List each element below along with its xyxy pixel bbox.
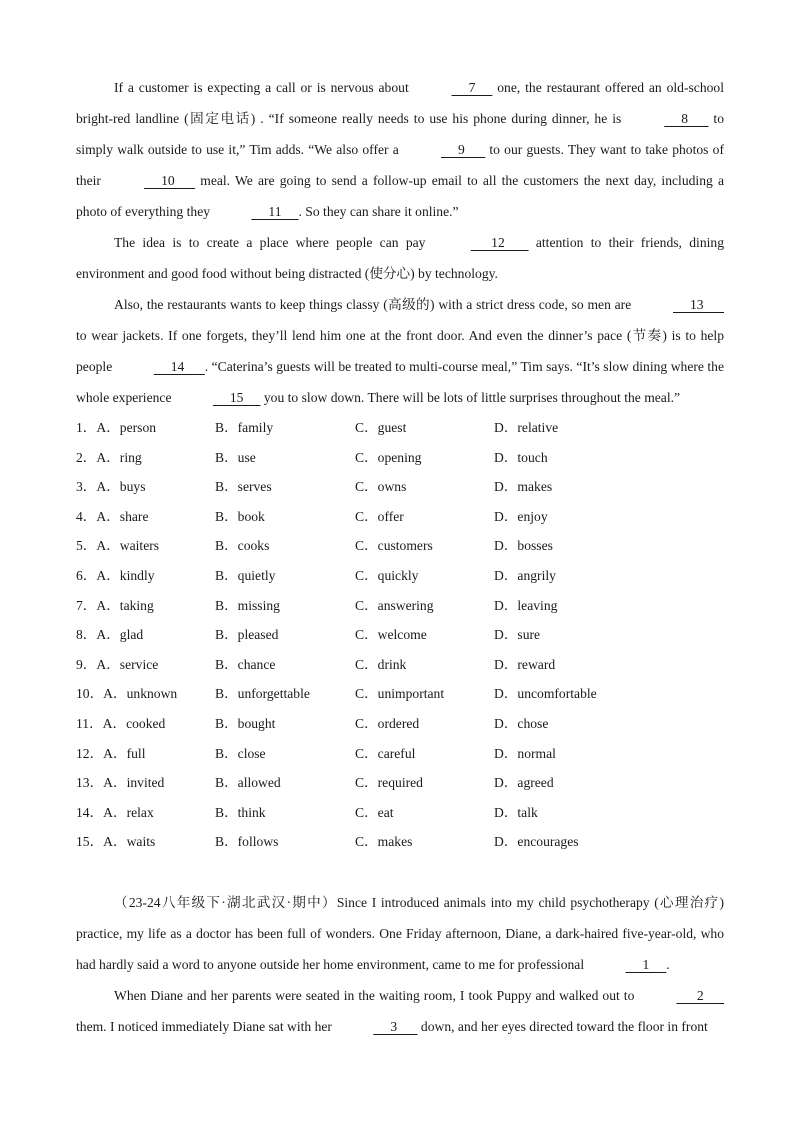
option-row bbox=[76, 679, 724, 709]
option-row bbox=[76, 561, 724, 591]
option-choice: C．ordered bbox=[355, 715, 420, 731]
option-choice: C．guest bbox=[355, 420, 407, 435]
option-row bbox=[76, 768, 724, 798]
option-choice: B．use bbox=[215, 449, 256, 465]
answer-blank: 2 bbox=[676, 987, 724, 1003]
option-choice: B．pleased bbox=[215, 627, 279, 643]
option-choice: D．enjoy bbox=[494, 508, 548, 524]
option-choice: C．drink bbox=[355, 656, 407, 672]
option-choice: C．answering bbox=[355, 597, 434, 613]
option-row bbox=[76, 472, 724, 502]
option-choice: B．chance bbox=[215, 656, 276, 672]
paragraph-text: When Diane and her parents were seated in the waiting room, I took Puppy and walked out to bbox=[114, 987, 639, 1003]
option-choice: D．encourages bbox=[494, 834, 579, 850]
paragraph-text: attention to their friends, dining environment and good food without being distracted (使分心) by technology. bbox=[76, 235, 724, 281]
option-choice: C．quickly bbox=[355, 567, 419, 583]
option-choice: C．unimportant bbox=[355, 686, 445, 702]
option-choice: D．bosses bbox=[494, 538, 553, 554]
paragraph-text: one, the restaurant offered an old-school bright-red landline (固定电话) . “If someone really needs to use his phone during dinner, he is bbox=[76, 80, 724, 126]
option-choice: D．uncomfortable bbox=[494, 686, 597, 702]
worksheet-page bbox=[76, 72, 724, 1042]
option-choice: 5．A．waiters bbox=[76, 538, 160, 554]
option-choice: D．sure bbox=[494, 627, 541, 643]
option-choice: C．careful bbox=[355, 745, 416, 761]
option-row bbox=[76, 798, 724, 828]
option-choice: 12．A．full bbox=[76, 745, 146, 761]
paragraph-text: meal. We are going to send a follow-up email to all the customers the next day, including a photo of everything they bbox=[76, 173, 724, 219]
answer-options bbox=[76, 413, 724, 857]
option-choice: B．unforgettable bbox=[215, 686, 310, 702]
option-row bbox=[76, 591, 724, 621]
option-choice: D．reward bbox=[494, 656, 556, 672]
option-choice: D．angrily bbox=[494, 567, 556, 583]
answer-blank: 7 bbox=[451, 80, 493, 95]
option-row bbox=[76, 827, 724, 857]
option-choice: C．welcome bbox=[355, 627, 427, 643]
paragraph-text: If a customer is expecting a call or is nervous about bbox=[114, 80, 414, 95]
cloze-passage-2 bbox=[76, 887, 724, 1042]
paragraph-text: to our guests. They want to take photos of their bbox=[76, 142, 724, 188]
option-row bbox=[76, 620, 724, 650]
option-choice: C．required bbox=[355, 775, 423, 791]
option-choice: D．agreed bbox=[494, 775, 554, 791]
answer-blank: 3 bbox=[373, 1018, 418, 1034]
option-choice: B．serves bbox=[215, 479, 272, 495]
option-choice: C．makes bbox=[355, 834, 413, 850]
paragraph bbox=[76, 980, 724, 1042]
option-choice: D．relative bbox=[494, 420, 559, 435]
answer-blank: 12 bbox=[470, 235, 529, 250]
option-choice: B．book bbox=[215, 508, 265, 524]
option-choice: C．customers bbox=[355, 538, 433, 554]
option-choice: B．follows bbox=[215, 834, 279, 850]
option-choice: C．opening bbox=[355, 449, 422, 465]
option-choice: B．family bbox=[215, 420, 274, 435]
option-choice: 15．A．waits bbox=[76, 834, 156, 850]
option-row bbox=[76, 650, 724, 680]
option-choice: B．quietly bbox=[215, 567, 276, 583]
option-choice: 1．A．person bbox=[76, 420, 157, 435]
paragraph bbox=[76, 289, 724, 413]
paragraph-text: . bbox=[666, 956, 670, 972]
option-choice: 10．A．unknown bbox=[76, 686, 178, 702]
section-spacer bbox=[76, 857, 724, 887]
option-choice: 9．A．service bbox=[76, 656, 159, 672]
cloze-passage-1 bbox=[76, 72, 724, 413]
paragraph-text: （23-24八年级下·湖北武汉·期中）Since I introduced animals into my child psychotherapy (心理治疗) practice, my life as a doctor has been full of wonders. One Friday afternoon, Diane, a dark-haired five-year-old, who had hardly said a word to anyone outside her home environment, came to me for professional bbox=[76, 894, 724, 972]
paragraph-text: The idea is to create a place where people can pay bbox=[114, 235, 433, 250]
answer-blank: 8 bbox=[664, 111, 709, 126]
option-row bbox=[76, 739, 724, 769]
option-choice: C．eat bbox=[355, 804, 394, 820]
paragraph bbox=[76, 227, 724, 289]
paragraph-text: you to slow down. There will be lots of little surprises throughout the meal.” bbox=[260, 390, 681, 405]
option-choice: 7．A．taking bbox=[76, 597, 154, 613]
option-choice: 2．A．ring bbox=[76, 449, 142, 465]
option-choice: B．missing bbox=[215, 597, 280, 613]
paragraph-text: . So they can share it online.” bbox=[298, 204, 459, 219]
option-choice: D．touch bbox=[494, 449, 548, 465]
option-row bbox=[76, 443, 724, 473]
answer-blank: 11 bbox=[251, 204, 299, 219]
paragraph bbox=[76, 72, 724, 227]
option-choice: D．leaving bbox=[494, 597, 558, 613]
answer-blank: 15 bbox=[212, 390, 261, 405]
option-choice: 8．A．glad bbox=[76, 627, 144, 643]
option-choice: 14．A．relax bbox=[76, 804, 154, 820]
option-choice: D．makes bbox=[494, 479, 553, 495]
option-choice: 6．A．kindly bbox=[76, 567, 155, 583]
paragraph bbox=[76, 887, 724, 980]
answer-blank: 13 bbox=[673, 297, 724, 312]
answer-blank: 9 bbox=[440, 142, 486, 157]
option-choice: 13．A．invited bbox=[76, 775, 165, 791]
option-row bbox=[76, 502, 724, 532]
paragraph-text: to simply walk outside to use it,” Tim adds. “We also offer a bbox=[76, 111, 724, 157]
answer-blank: 1 bbox=[625, 956, 667, 972]
option-choice: B．bought bbox=[215, 715, 276, 731]
option-choice: 11．A．cooked bbox=[76, 715, 166, 731]
answer-blank: 10 bbox=[144, 173, 196, 188]
option-choice: D．normal bbox=[494, 745, 556, 761]
option-choice: B．allowed bbox=[215, 775, 281, 791]
option-choice: B．close bbox=[215, 745, 266, 761]
option-row bbox=[76, 531, 724, 561]
paragraph-text: . “Caterina’s guests will be treated to multi-course meal,” Tim says. “It’s slow dining where the whole experience bbox=[76, 359, 725, 405]
option-row bbox=[76, 413, 724, 443]
option-choice: D．chose bbox=[494, 715, 549, 731]
paragraph-text: them. I noticed immediately Diane sat with her bbox=[76, 1018, 336, 1034]
option-choice: C．owns bbox=[355, 479, 407, 495]
answer-blank: 14 bbox=[153, 359, 205, 374]
option-choice: 4．A．share bbox=[76, 508, 149, 524]
paragraph-text: to wear jackets. If one forgets, they’ll lend him one at the front door. And even the dinner’s pace (节奏) is to help people bbox=[76, 328, 724, 374]
paragraph-text: Also, the restaurants wants to keep things classy (高级的) with a strict dress code, so men are bbox=[114, 297, 636, 312]
paragraph-text: down, and her eyes directed toward the floor in front bbox=[417, 1018, 708, 1034]
option-choice: B．cooks bbox=[215, 538, 270, 554]
option-choice: B．think bbox=[215, 804, 266, 820]
option-choice: 3．A．buys bbox=[76, 479, 146, 495]
option-choice: C．offer bbox=[355, 508, 404, 524]
option-choice: D．talk bbox=[494, 804, 538, 820]
option-row bbox=[76, 709, 724, 739]
